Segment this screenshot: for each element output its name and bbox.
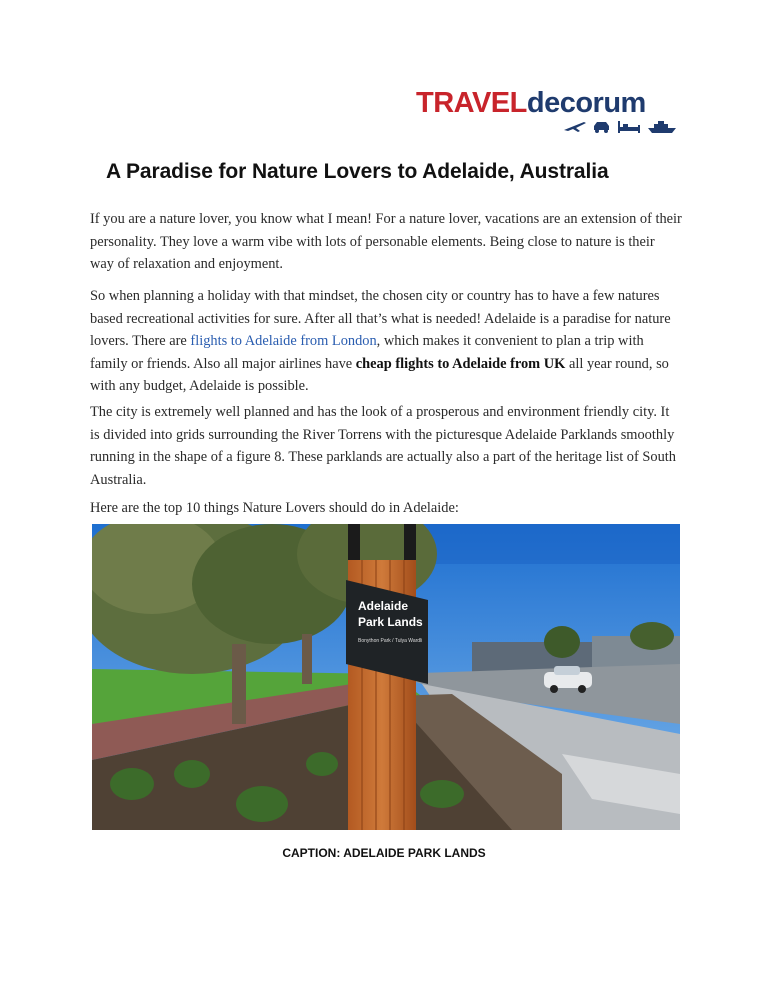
paragraph-text: So when planning a holiday with that mindset, the chosen city or country has to have a few natures based recreational activities for sure. After all that’s what is needed! Adelaide is a paradise for nature lovers. There are [90, 288, 671, 349]
paragraph-top10-intro: Here are the top 10 things Nature Lovers should do in Adelaide: [90, 500, 459, 516]
paragraph-city: The city is extremely well planned and has the look of a prosperous and environment friendly city. It is divided into grids surrounding the River Torrens with the picturesque Adelaide Parklands smoothly running in the shape of a figure 8. These parklands are actually also a part of the heritage list of South Australia. [90, 404, 676, 488]
paragraph-intro: If you are a nature lover, you know what I mean! For a nature lover, vacations are an extension of their personality. They love a warm vibe with lots of personable elements. Being close to nature is their way of relaxation and enjoyment. [90, 211, 682, 272]
ship-icon [648, 121, 676, 133]
paragraph-text: , which makes it convenient to plan a trip with family or friends. Also all major airlines have [90, 333, 644, 372]
sign-subtitle: Bonython Park / Tulya Wardli [358, 638, 423, 644]
adelaide-park-lands-photo [92, 524, 680, 830]
travel-decorum-logo [416, 88, 678, 138]
logo-wordmark [416, 88, 646, 118]
flights-to-adelaide-link[interactable]: flights to Adelaide from London [190, 333, 377, 349]
bed-icon [618, 121, 640, 133]
logo-icon-row [562, 118, 678, 134]
article-title: A Paradise for Nature Lovers to Adelaide, Australia [106, 160, 609, 183]
photo-illustration [92, 524, 680, 830]
paragraph-text: all year round, so with any budget, Adelaide is possible. [90, 355, 669, 394]
paragraph-planning [90, 285, 682, 398]
logo-word-travel: TRAVEL [416, 87, 527, 119]
photo-caption: CAPTION: ADELAIDE PARK LANDS [282, 846, 486, 860]
plane-icon [564, 122, 586, 132]
logo-word-decorum: decorum [526, 87, 646, 119]
sign-line1: Adelaide [358, 599, 409, 613]
cheap-flights-keyword: cheap flights to Adelaide from UK [355, 355, 566, 372]
sign-line2: Park Lands [358, 615, 423, 629]
car-icon [594, 122, 609, 133]
